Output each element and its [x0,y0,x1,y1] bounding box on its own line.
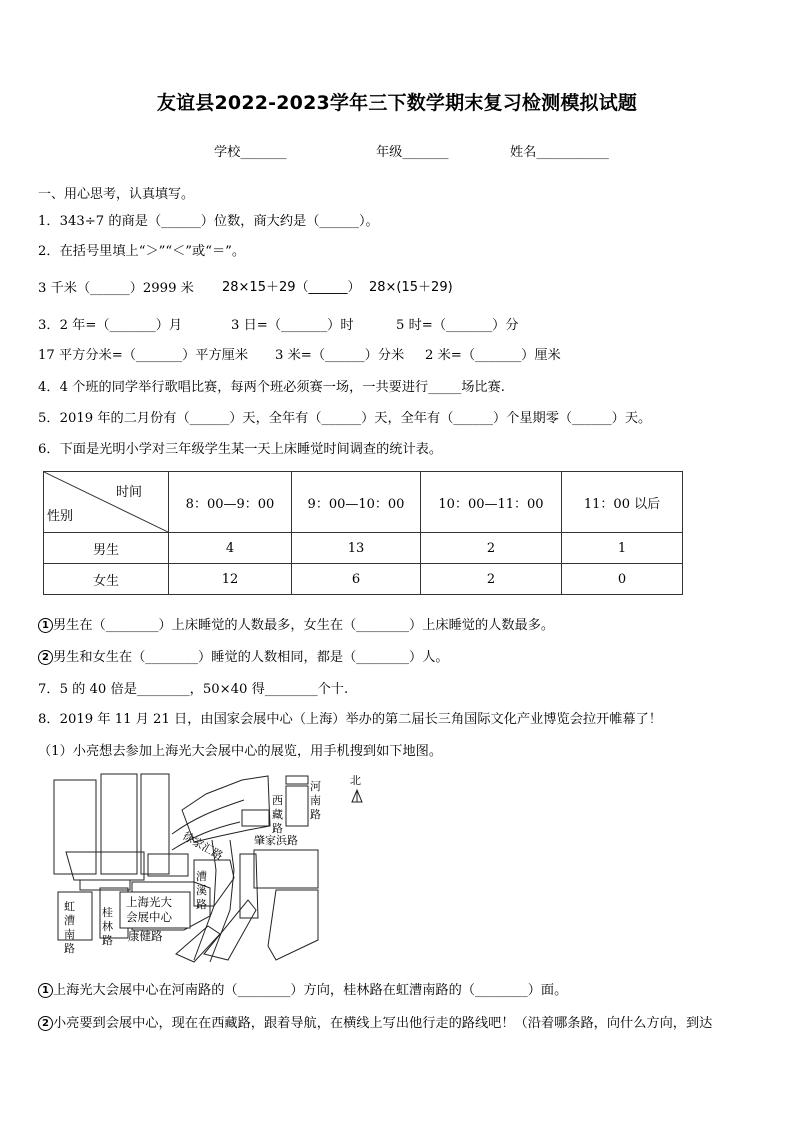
table-cell: 0 [562,564,683,595]
circled-number: 2 [38,1016,53,1031]
center-label-line2: 会展中心 [126,910,172,924]
table-cell: 13 [292,533,421,564]
question-8-2 [38,1012,712,1031]
road-hongcaonan-2: 漕 [64,914,75,927]
corner-label-time: 时间 [115,485,142,500]
question-5: 5．2019 年的二月份有（______）天，全年有（______）天，全年有（______）个星期零（______）天。 [38,411,652,426]
question-3-b: 3 日=（_______）时 [231,318,354,333]
table-cell: 2 [421,533,562,564]
road-guilin-2: 林 [102,920,113,933]
column-header: 10：00—11：00 [421,472,562,533]
question-2-compare-a: 3 千米（______）2999 米 [38,281,194,296]
question-4: 4．4 个班的同学举行歌唱比赛，每两个班必须赛一场，一共要进行_____场比赛. [38,380,505,395]
road-henan-3: 路 [310,808,321,821]
row-label: 男生 [44,533,169,564]
circled-number: 1 [38,618,53,633]
question-3-c: 5 时=（_______）分 [396,318,519,333]
column-header: 11：00 以后 [562,472,683,533]
road-hongcaonan-4: 路 [64,942,75,955]
corner-label-gender: 性别 [47,509,74,524]
north-arrow-icon [352,790,362,802]
question-3-f: 2 米=（_______）厘米 [425,348,561,363]
table-cell: 6 [292,564,421,595]
road-caoxi-2: 溪 [196,884,207,897]
table-row [44,533,683,564]
column-header: 8：00—9：00 [169,472,292,533]
page-title: 友谊县2022-2023学年三下数学期末复习检测模拟试题 [156,92,638,114]
circled-number: 1 [38,983,53,998]
road-guilin-1: 桂 [102,906,113,919]
road-kangjian: 康健路 [128,929,163,943]
name-field: 姓名___________ [510,145,609,160]
section-heading: 一、用心思考，认真填写。 [38,187,195,202]
school-field: 学校_______ [214,145,287,160]
road-xizang-2: 藏 [272,808,283,821]
circled-number: 2 [38,650,53,665]
question-3-a: 3．2 年=（_______）月 [38,318,183,333]
question-6: 6．下面是光明小学对三年级学生某一天上床睡觉时间调查的统计表。 [38,442,443,457]
road-xizang-1: 西 [272,794,283,807]
question-1: 1．343÷7 的商是（______）位数，商大约是（______）。 [38,214,379,229]
table-cell: 2 [421,564,562,595]
road-henan-1: 河 [310,780,321,793]
question-8-sub-1: （1）小亮想去参加上海光大会展中心的展览，用手机搜到如下地图。 [38,744,443,759]
road-hongcaonan-1: 虹 [64,900,75,913]
street-map [44,770,374,970]
question-3-e: 3 米=（______）分米 [275,348,405,363]
statistics-table [43,471,683,595]
question-6-1 [38,614,554,633]
table-row [44,564,683,595]
road-zhaojiabang: 肇家浜路 [254,834,298,847]
road-hongcaonan-3: 南 [64,928,75,941]
table-cell: 12 [169,564,292,595]
north-label: 北 [350,774,361,787]
road-caoxi-3: 路 [196,898,207,911]
table-corner-cell [44,472,169,533]
question-2-compare-c: 28×(15＋29) [369,280,453,295]
question-6-2 [38,646,449,665]
column-header: 9：00—10：00 [292,472,421,533]
question-6-2-text: 男生和女生在（________）睡觉的人数相同，都是（________）人。 [53,650,449,665]
grade-field: 年级_______ [376,145,449,160]
question-8-2-text: 小亮要到会展中心，现在在西藏路，跟着导航，在横线上写出他行走的路线吧！（沿着哪条路，向什么方向，到达 [53,1016,713,1031]
table-cell: 1 [562,533,683,564]
road-henan-2: 南 [310,794,321,807]
road-xizang-3: 路 [272,822,283,835]
row-label: 女生 [44,564,169,595]
question-3-d: 17 平方分米=（_______）平方厘米 [38,348,249,363]
question-7: 7．5 的 40 倍是________，50×40 得________个十. [38,682,349,697]
question-8-1 [38,979,567,998]
road-guilin-3: 路 [102,934,113,947]
table-header-row [44,472,683,533]
question-6-1-text: 男生在（________）上床睡觉的人数最多，女生在（________）上床睡觉的人数最多。 [53,618,555,633]
question-8: 8．2019 年 11 月 21 日，由国家会展中心（上海）举办的第二届长三角国际文化产业博览会拉开帷幕了！ [38,712,662,727]
question-2: 2．在括号里填上“＞”“＜”或“＝”。 [38,244,246,259]
question-2-compare-b: 28×15＋29（______） [222,280,361,295]
road-caoxi-1: 漕 [196,870,207,883]
center-label-line1: 上海光大 [126,895,172,909]
question-8-1-text: 上海光大会展中心在河南路的（________）方向，桂林路在虹漕南路的（________）面。 [53,983,568,998]
table-cell: 4 [169,533,292,564]
road-xujiahui: 徐家汇路 [180,829,226,863]
